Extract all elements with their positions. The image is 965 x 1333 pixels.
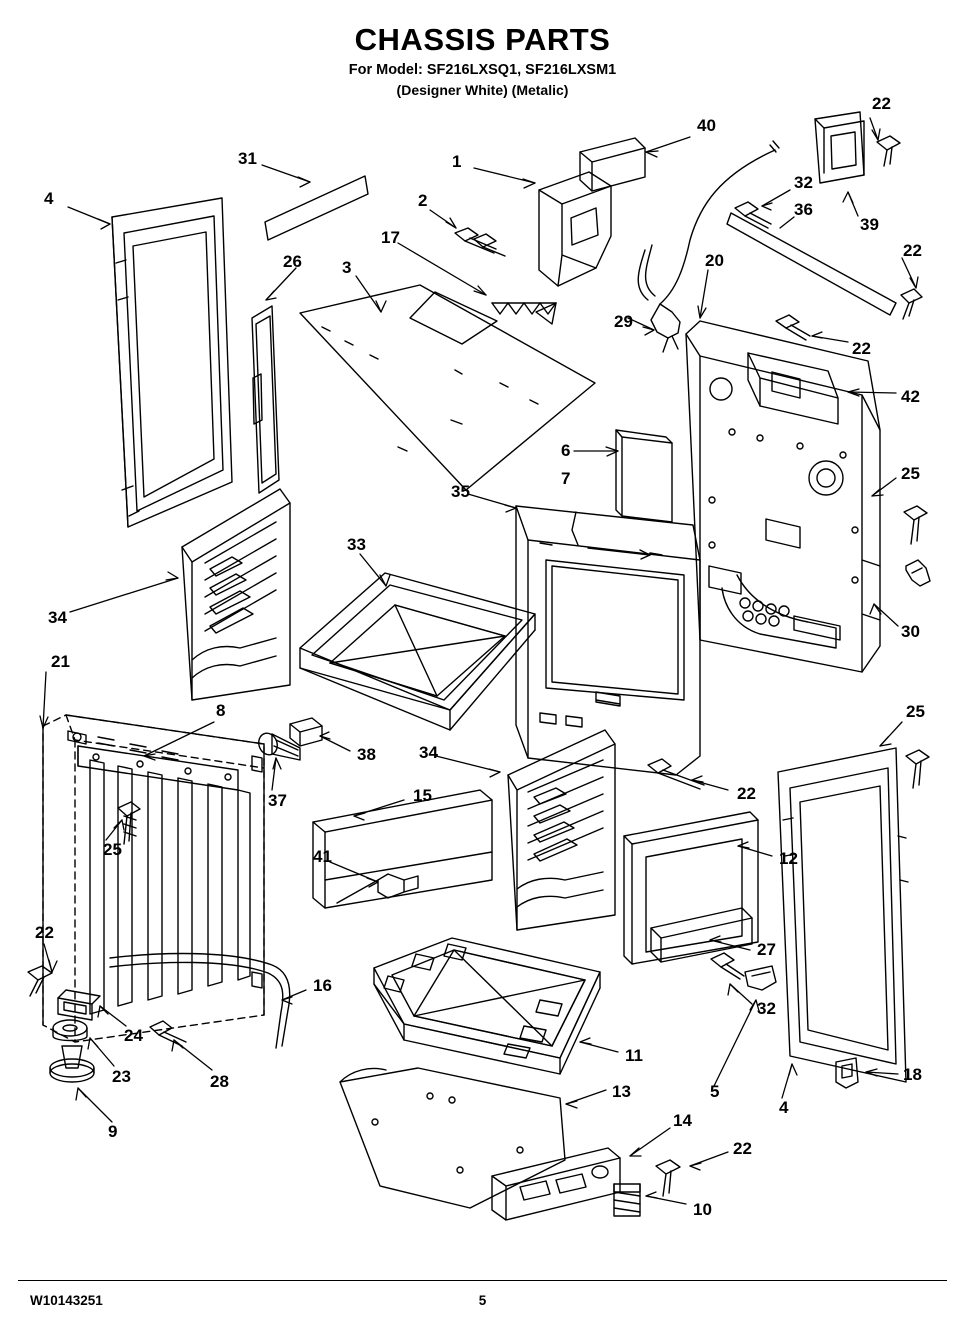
callout-number: 34 — [48, 608, 67, 627]
part-trim-strip-31 — [265, 176, 368, 240]
callout-number: 22 — [35, 923, 54, 942]
callout-number: 41 — [313, 847, 332, 866]
callout-number: 42 — [901, 387, 920, 406]
part-screw-22-mid — [648, 759, 704, 789]
callout-number: 13 — [612, 1082, 631, 1101]
callout-number: 4 — [779, 1098, 789, 1117]
part-clip-18 — [836, 1058, 858, 1088]
callout-number: 23 — [112, 1067, 131, 1086]
callout-number: 6 — [561, 441, 571, 460]
part-trim-15 — [313, 790, 492, 908]
part-bolt-37 — [256, 731, 300, 760]
leader-7-arrow — [588, 548, 650, 555]
part-door-panel-left — [112, 198, 232, 527]
callout-number: 34 — [419, 743, 438, 762]
callout-number: 14 — [673, 1111, 692, 1130]
callout-number: 38 — [357, 745, 376, 764]
callout-number: 16 — [313, 976, 332, 995]
part-wire-frame-21-solid — [43, 715, 264, 1025]
part-screw-25-left — [118, 802, 140, 844]
model-line: For Model: SF216LXSQ1, SF216LXSM1 — [348, 62, 617, 78]
callout-number: 27 — [757, 940, 776, 959]
part-rack-34-lower — [508, 730, 615, 930]
callout-number: 28 — [210, 1072, 229, 1091]
callout-number: 17 — [381, 228, 400, 247]
callout-number: 20 — [705, 251, 724, 270]
page-title: CHASSIS PARTS — [354, 22, 611, 57]
callout-number: 24 — [124, 1026, 143, 1045]
callout-number: 12 — [779, 849, 798, 868]
part-screw-32-right — [711, 953, 744, 979]
callout-number: 25 — [901, 464, 920, 483]
part-screw-28 — [150, 1021, 186, 1046]
part-bracket-42 — [748, 353, 838, 424]
leader-7-inner — [572, 512, 578, 545]
part-screw-32-36-a — [735, 202, 771, 228]
callout-number: 25 — [103, 840, 122, 859]
callout-number: 3 — [342, 258, 352, 277]
part-rail-14 — [492, 1148, 620, 1220]
footer-divider — [18, 1280, 947, 1281]
part-screw-22-left — [28, 966, 52, 996]
part-rack-34-upper — [182, 489, 290, 700]
callout-number: 22 — [737, 784, 756, 803]
callout-number: 32 — [757, 999, 776, 1018]
part-leg-9 — [50, 1046, 94, 1082]
callout-number: 18 — [903, 1065, 922, 1084]
callout-number: 10 — [693, 1200, 712, 1219]
part-bracket-24 — [58, 990, 100, 1020]
finish-line: (Designer White) (Metalic) — [396, 82, 569, 98]
part-spring-10 — [614, 1184, 640, 1216]
part-screws-2 — [455, 228, 505, 256]
callout-number: 22 — [903, 241, 922, 260]
part-tray-11 — [374, 938, 600, 1074]
part-bolt-25-b — [906, 750, 929, 788]
part-clip-30 — [906, 560, 930, 586]
callout-number: 31 — [238, 149, 257, 168]
callout-number: 5 — [710, 1082, 720, 1101]
callout-number: 40 — [697, 116, 716, 135]
callout-number: 26 — [283, 252, 302, 271]
callout-number: 21 — [51, 652, 70, 671]
part-screw-22-bottom — [656, 1160, 680, 1196]
part-screw-22-c — [776, 315, 810, 340]
part-panel-12 — [624, 812, 758, 964]
callout-number: 2 — [418, 191, 428, 210]
callout-number: 22 — [852, 339, 871, 358]
part-insulation-6 — [616, 430, 672, 522]
part-wire-frame-21 — [43, 715, 264, 1045]
part-screw-22-b — [901, 289, 922, 319]
part-terminal-block-40 — [580, 138, 645, 191]
part-spacer-38 — [290, 718, 322, 746]
part-bolt-25-a — [904, 506, 927, 544]
callout-number: 29 — [614, 312, 633, 331]
part-spring-17 — [492, 303, 556, 324]
callout-number: 35 — [451, 482, 470, 501]
part-frame-details — [68, 731, 262, 1014]
part-clip-5 — [745, 966, 776, 990]
part-side-trim-26 — [252, 306, 279, 493]
callout-number: 30 — [901, 622, 920, 641]
callout-number: 9 — [108, 1122, 118, 1141]
part-base-13 — [340, 1068, 565, 1208]
part-top-panel-3 — [300, 285, 595, 490]
callout-number: 36 — [794, 200, 813, 219]
footer-page-number: 5 — [478, 1293, 487, 1308]
callout-number: 33 — [347, 535, 366, 554]
part-panel-33 — [300, 573, 535, 730]
callout-number: 25 — [906, 702, 925, 721]
part-power-cord-29 — [638, 141, 779, 352]
callout-number: 22 — [872, 94, 891, 113]
callout-number: 39 — [860, 215, 879, 234]
part-foot-23 — [53, 1020, 87, 1041]
callout-number: 4 — [44, 189, 54, 208]
part-bracket-39 — [815, 112, 864, 183]
part-bracket-27 — [651, 908, 752, 962]
part-door-panel-right — [778, 748, 908, 1082]
callout-number: 37 — [268, 791, 287, 810]
callout-number: 32 — [794, 173, 813, 192]
callout-number: 15 — [413, 786, 432, 805]
footer-document-code: W10143251 — [30, 1293, 103, 1308]
callout-number: 8 — [216, 701, 226, 720]
callout-number: 11 — [625, 1046, 643, 1065]
callout-number: 1 — [452, 152, 462, 171]
callout-number: 7 — [561, 469, 571, 488]
part-screw-22-a — [877, 136, 900, 166]
callout-number: 22 — [733, 1139, 752, 1158]
part-rear-chassis-20 — [686, 321, 880, 672]
